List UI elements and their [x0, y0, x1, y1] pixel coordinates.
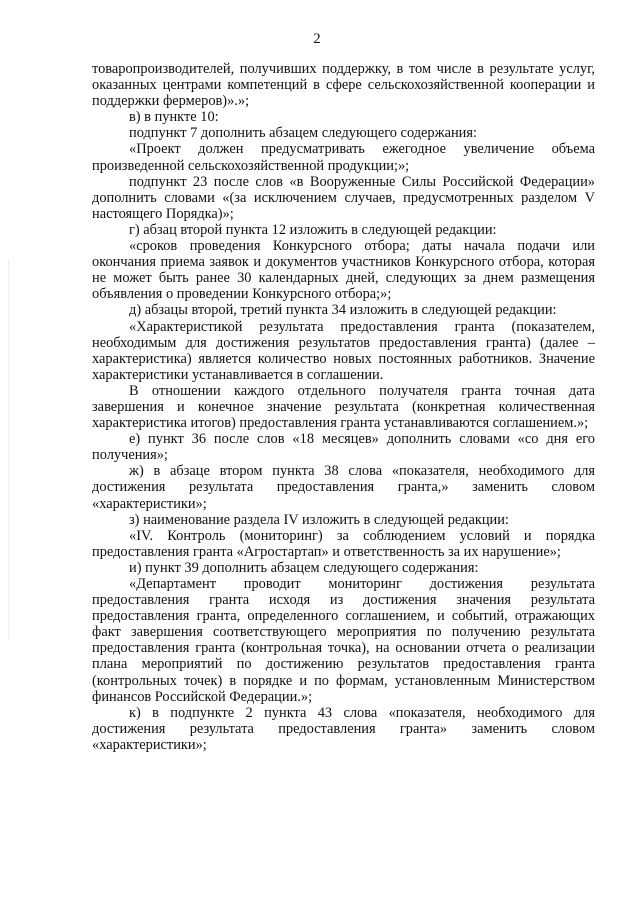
paragraph: товаропроизводителей, получивших поддержку, в том числе в результате услуг, оказанных центрами компетенций в сфере сельскохозяйственной кооперации и поддержки фермеров)».»; — [92, 61, 595, 110]
paragraph: з) наименование раздела IV изложить в следующей редакции: — [129, 511, 509, 528]
paragraph: «Характеристикой результата предоставления гранта (показателем, необходимым для достижения результатов предоставления гранта) (далее – характеристика) является количество новых постоянных работников. Значение характеристики устанавливается в соглашении. — [92, 318, 595, 383]
paragraph: «сроков проведения Конкурсного отбора; даты начала подачи или окончания приема заявок и документов участников Конкурсного отбора, которая не может быть ранее 30 календарных дней, следующих за днем размещения объявления о проведении Конкурсного отбора;»; — [92, 238, 595, 303]
paragraph: «Проект должен предусматривать ежегодное увеличение объема произведенной сельскохозяйственной продукции;»; — [92, 141, 595, 174]
paragraph: и) пункт 39 дополнить абзацем следующего содержания: — [129, 559, 479, 576]
paragraph: «IV. Контроль (мониторинг) за соблюдением условий и порядка предоставления гранта «Агростартап» и ответственность за их нарушение»; — [92, 527, 595, 560]
paragraph: к) в подпункте 2 пункта 43 слова «показателя, необходимого для достижения результата предоставления гранта» заменить словом «характеристики»; — [92, 704, 595, 753]
scan-edge-marks — [8, 260, 11, 640]
page-number: 2 — [313, 31, 321, 47]
paragraph: е) пункт 36 после слов «18 месяцев» дополнить словами «со дня его получения»; — [92, 431, 595, 464]
paragraph: подпункт 23 после слов «в Вооруженные Силы Российской Федерации» дополнить словами «(за исключением случаев, предусмотренных разделом V настоящего Порядка)»; — [92, 173, 595, 222]
paragraph: подпункт 7 дополнить абзацем следующего содержания: — [129, 125, 477, 142]
paragraph: В отношении каждого отдельного получателя гранта точная дата завершения и конечное значение результата (конкретная количественная характеристика итогов) предоставления гранта устанавливаются соглашением.»; — [92, 382, 595, 432]
paragraph: «Департамент проводит мониторинг достижения результата предоставления гранта исходя из достижения значения результата предоставления гранта, определенного соглашением, и событий, отражающих факт завершения соответствующего мероприятия по получению результата предоставления гранта (контрольная точка), на основании отчета о реализации плана мероприятий по достижению результатов предоставления гранта (контрольных точек) в порядке и по формам, установленным Министерством финансов Российской Федерации.»; — [92, 576, 595, 705]
paragraph: г) абзац второй пункта 12 изложить в следующей редакции: — [129, 221, 497, 238]
paragraph: ж) в абзаце втором пункта 38 слова «показателя, необходимого для достижения результата предоставления гранта,» заменить словом «характеристики»; — [92, 463, 595, 512]
paragraph: в) в пункте 10: — [129, 109, 219, 126]
paragraph: д) абзацы второй, третий пункта 34 изложить в следующей редакции: — [129, 302, 557, 319]
document-body — [92, 61, 595, 753]
